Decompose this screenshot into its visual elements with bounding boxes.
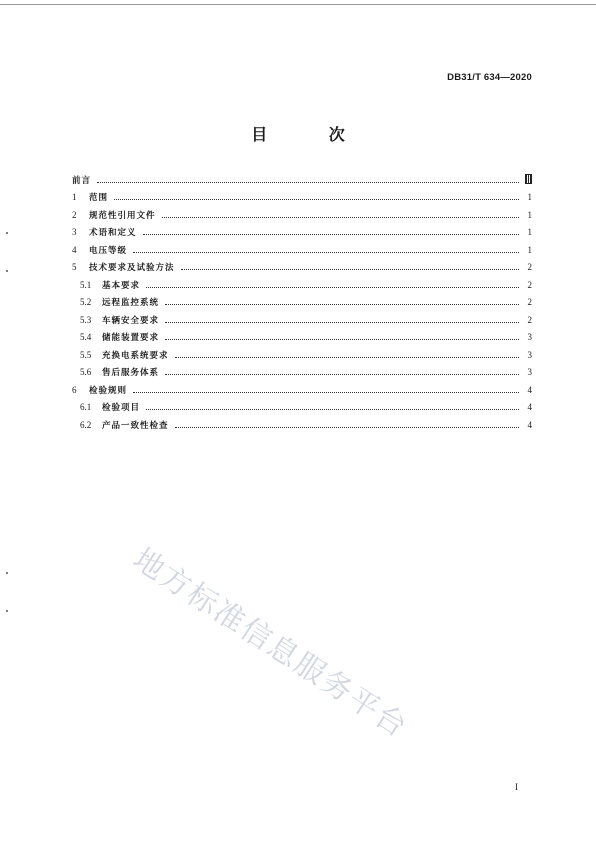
toc-entry-label: 充换电系统要求 xyxy=(102,350,169,361)
toc-entry-label: 技术要求及试验方法 xyxy=(89,263,175,274)
document-code: DB31/T 634—2020 xyxy=(447,72,532,83)
scan-margin-mark xyxy=(6,232,8,234)
toc-subentry[interactable] xyxy=(72,346,532,364)
table-of-contents xyxy=(72,171,532,434)
dot-leader xyxy=(114,190,519,200)
toc-page-number: 3 xyxy=(527,349,532,360)
toc-entry[interactable] xyxy=(72,224,532,242)
scan-margin-mark xyxy=(6,610,8,612)
toc-page-number: 4 xyxy=(527,384,532,395)
toc-entry-label: 检验项目 xyxy=(102,403,141,414)
watermark-text: 地方标准信息服务平台 xyxy=(126,541,415,746)
scan-margin-mark xyxy=(6,270,8,272)
toc-subentry[interactable] xyxy=(72,276,532,294)
toc-entry-number: 5.1 xyxy=(80,279,92,290)
toc-entry-number: 3 xyxy=(72,227,77,238)
toc-page-number: 2 xyxy=(527,297,532,308)
toc-subentry[interactable] xyxy=(72,416,532,434)
dot-leader xyxy=(181,260,519,270)
dot-leader xyxy=(165,313,519,323)
toc-entry-number: 6.2 xyxy=(80,419,92,430)
page-number: I xyxy=(515,782,518,792)
toc-page-number: 3 xyxy=(527,367,532,378)
toc-entry-label: 储能装置要求 xyxy=(102,333,160,344)
toc-subentry[interactable] xyxy=(72,329,532,347)
toc-entry-label: 产品一致性检查 xyxy=(102,420,169,431)
toc-page-number: 4 xyxy=(527,419,532,430)
toc-entry[interactable] xyxy=(72,241,532,259)
dot-leader xyxy=(146,278,519,288)
toc-entry-label: 前言 xyxy=(72,175,92,186)
toc-page-number xyxy=(523,174,532,186)
toc-entry-label: 规范性引用文件 xyxy=(89,210,156,221)
toc-page-number: 2 xyxy=(527,279,532,290)
toc-subentry[interactable] xyxy=(72,364,532,382)
toc-entry-number: 5.6 xyxy=(80,367,92,378)
toc-subentry[interactable] xyxy=(72,399,532,417)
dot-leader xyxy=(165,295,519,305)
toc-page-number: 1 xyxy=(527,192,532,203)
toc-entry-number: 4 xyxy=(72,244,77,255)
toc-entry-number: 5 xyxy=(72,262,77,273)
toc-page-number: 1 xyxy=(527,244,532,255)
dot-leader xyxy=(175,348,519,358)
toc-entry-label: 远程监控系统 xyxy=(102,298,160,309)
toc-entry-number: 1 xyxy=(72,192,77,203)
toc-entry[interactable] xyxy=(72,206,532,224)
dot-leader xyxy=(165,330,519,340)
toc-entry[interactable] xyxy=(72,381,532,399)
toc-entry-number: 6 xyxy=(72,384,77,395)
dot-leader xyxy=(165,365,519,375)
dot-leader xyxy=(146,400,519,410)
toc-entry-label: 基本要求 xyxy=(102,280,141,291)
toc-entry-number: 5.4 xyxy=(80,332,92,343)
toc-entry-number: 5.2 xyxy=(80,297,92,308)
toc-page-number: 2 xyxy=(527,262,532,273)
top-border-line xyxy=(0,4,596,5)
toc-entry-label: 术语和定义 xyxy=(89,228,137,239)
toc-page-number: 4 xyxy=(527,402,532,413)
toc-entry-number: 5.5 xyxy=(80,349,92,360)
toc-entry-number: 2 xyxy=(72,209,77,220)
toc-entry-label: 检验规则 xyxy=(89,385,128,396)
toc-entry[interactable] xyxy=(72,189,532,207)
toc-page-number: 1 xyxy=(527,227,532,238)
roman-numeral-three-icon xyxy=(525,174,532,184)
toc-entry-label: 车辆安全要求 xyxy=(102,315,160,326)
dot-leader xyxy=(133,383,519,393)
scan-margin-mark xyxy=(6,572,8,574)
toc-page-number: 3 xyxy=(527,332,532,343)
toc-entry-label: 电压等级 xyxy=(89,245,128,256)
dot-leader xyxy=(175,418,519,428)
toc-entry-number: 5.3 xyxy=(80,314,92,325)
dot-leader xyxy=(162,208,519,218)
page-title: 目 次 xyxy=(251,125,373,144)
toc-entry-foreword[interactable] xyxy=(72,171,532,189)
dot-leader xyxy=(133,243,519,253)
toc-subentry[interactable] xyxy=(72,311,532,329)
toc-entry-number: 6.1 xyxy=(80,402,92,413)
toc-subentry[interactable] xyxy=(72,294,532,312)
toc-entry-label: 范围 xyxy=(89,193,109,204)
toc-page-number: 1 xyxy=(527,209,532,220)
toc-entry[interactable] xyxy=(72,259,532,277)
dot-leader xyxy=(143,225,519,235)
toc-page-number: 2 xyxy=(527,314,532,325)
dot-leader xyxy=(97,173,519,183)
toc-entry-label: 售后服务体系 xyxy=(102,368,160,379)
